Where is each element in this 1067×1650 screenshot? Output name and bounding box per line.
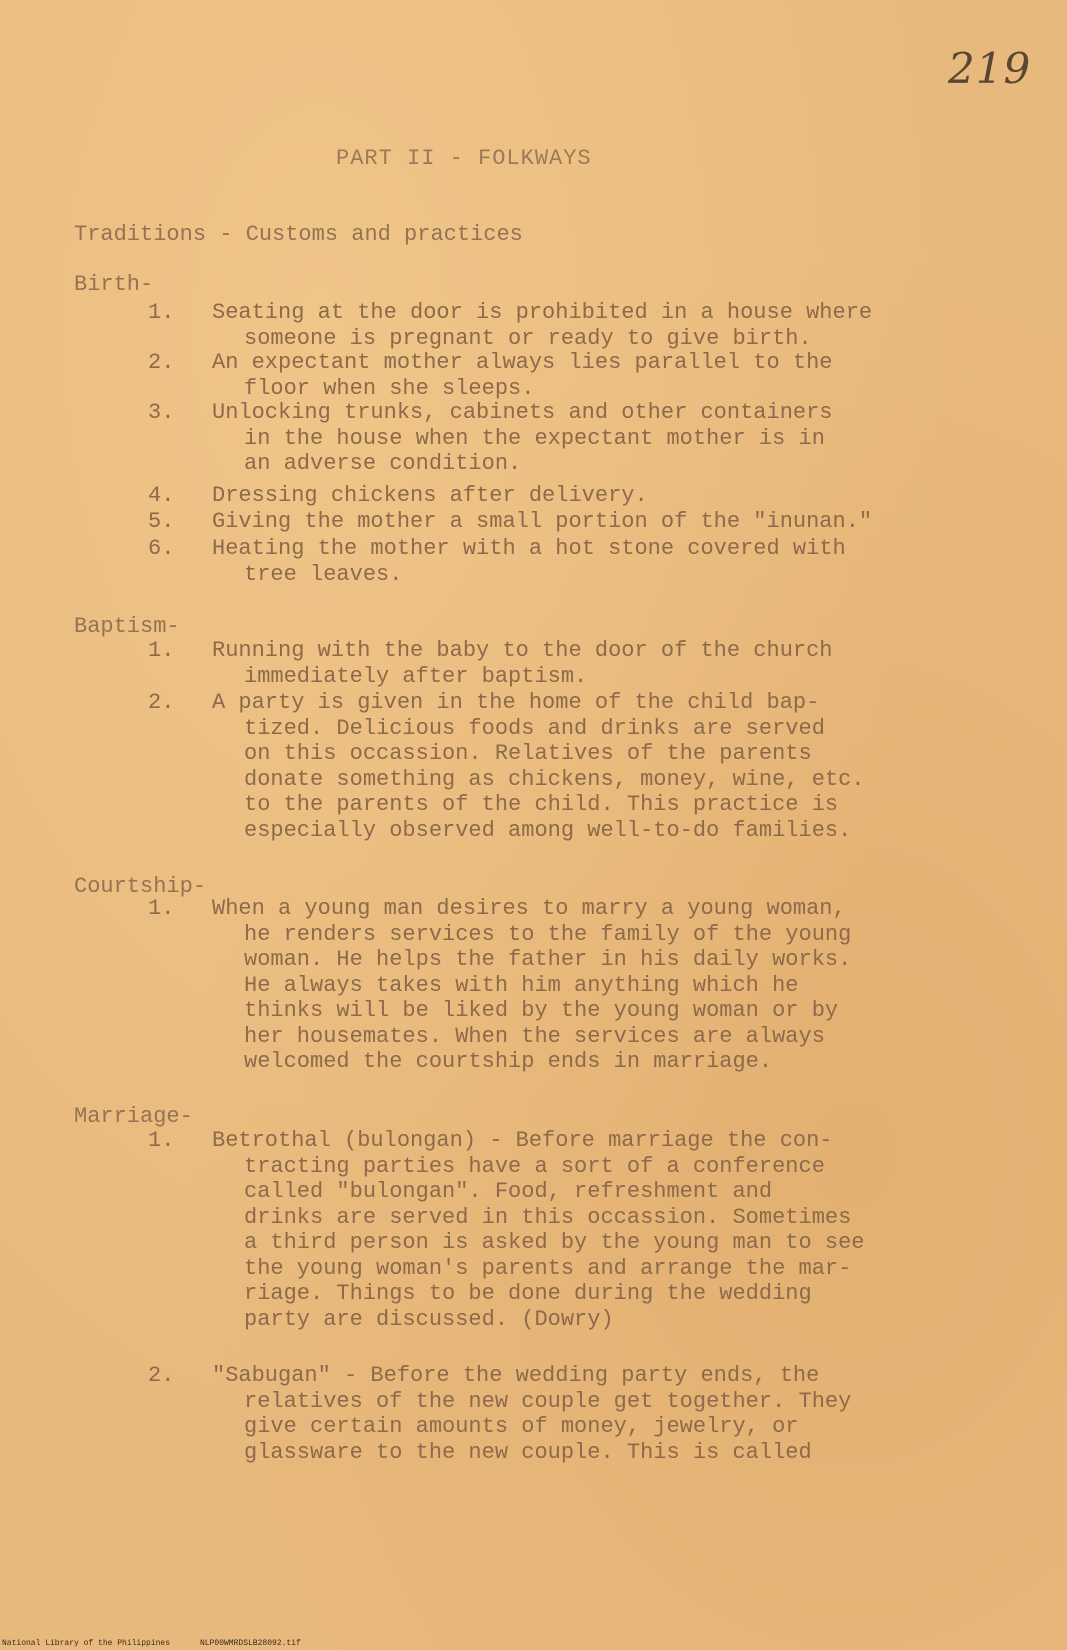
item-line: immediately after baptism. (244, 663, 588, 689)
item-line: Running with the baby to the door of the church (212, 638, 833, 663)
item-number: 2. (148, 690, 175, 715)
item-line: donate something as chickens, money, wine, etc. (244, 766, 865, 792)
item-line: especially observed among well-to-do families. (244, 817, 852, 843)
footer-library: National Library of the Philippines (2, 1639, 171, 1648)
item-number: 1. (148, 1128, 175, 1153)
item-number: 4. (148, 483, 175, 508)
item-line: her housemates. When the services are always (244, 1023, 825, 1049)
page-number: 219 (948, 44, 1032, 93)
item-line: relatives of the new couple get together. They (244, 1388, 852, 1414)
item-line: "Sabugan" - Before the wedding party ends, the (212, 1363, 820, 1388)
item-number: 1. (148, 300, 175, 325)
section-heading-courtship: Courtship- (74, 874, 207, 899)
subheading: Traditions - Customs and practices (74, 222, 523, 247)
item-line: an adverse condition. (244, 451, 522, 476)
section-heading-baptism: Baptism- (74, 614, 180, 639)
item-line: party are discussed. (Dowry) (244, 1306, 614, 1332)
item-line: in the house when the expectant mother is in (244, 425, 825, 451)
page-title: PART II - FOLKWAYS (336, 146, 592, 171)
item-number: 2. (148, 1363, 175, 1388)
scan-footer (0, 1638, 1067, 1650)
item-line: thinks will be liked by the young woman or by (244, 998, 839, 1023)
item-line: tized. Delicious foods and drinks are served (244, 715, 825, 741)
section-heading-birth: Birth- (74, 272, 154, 297)
item-line: woman. He helps the father in his daily works. (244, 947, 852, 972)
section-heading-marriage: Marriage- (74, 1104, 193, 1129)
item-line: floor when she sleeps. (244, 375, 535, 401)
item-line: When a young man desires to marry a young woman, (212, 896, 846, 921)
item-line: the young woman's parents and arrange the mar- (244, 1255, 852, 1281)
item-line: give certain amounts of money, jewelry, or (244, 1414, 799, 1439)
item-line: on this occassion. Relatives of the parents (244, 741, 812, 766)
item-line: Betrothal (bulongan) - Before marriage the con- (212, 1128, 833, 1153)
item-line: Seating at the door is prohibited in a house where (212, 300, 873, 325)
item-line: to the parents of the child. This practice is (244, 792, 839, 817)
item-line: Heating the mother with a hot stone covered with (212, 536, 846, 561)
item-line: Dressing chickens after delivery. (212, 483, 648, 508)
item-line: Giving the mother a small portion of the "inunan." (212, 509, 873, 534)
item-line: someone is pregnant or ready to give birth. (244, 325, 812, 351)
footer-filename: NLP00WMRDSLB28092.tif (200, 1639, 301, 1648)
item-number: 3. (148, 400, 175, 425)
item-line: tree leaves. (244, 561, 403, 587)
item-line: he renders services to the family of the young (244, 921, 852, 947)
item-line: riage. Things to be done during the wedding (244, 1281, 812, 1306)
item-line: He always takes with him anything which he (244, 972, 799, 998)
item-line: a third person is asked by the young man to see (244, 1230, 865, 1255)
item-line: An expectant mother always lies parallel to the (212, 350, 833, 375)
item-number: 2. (148, 350, 175, 375)
item-number: 1. (148, 896, 175, 921)
item-line: Unlocking trunks, cabinets and other containers (212, 400, 833, 425)
item-number: 5. (148, 509, 175, 534)
item-number: 6. (148, 536, 175, 561)
item-number: 1. (148, 638, 175, 663)
item-line: welcomed the courtship ends in marriage. (244, 1049, 773, 1074)
item-line: called "bulongan". Food, refreshment and (244, 1179, 773, 1204)
item-line: A party is given in the home of the child bap- (212, 690, 820, 715)
item-line: tracting parties have a sort of a conference (244, 1153, 825, 1179)
item-line: glassware to the new couple. This is called (244, 1439, 812, 1465)
item-line: drinks are served in this occassion. Sometimes (244, 1204, 852, 1230)
